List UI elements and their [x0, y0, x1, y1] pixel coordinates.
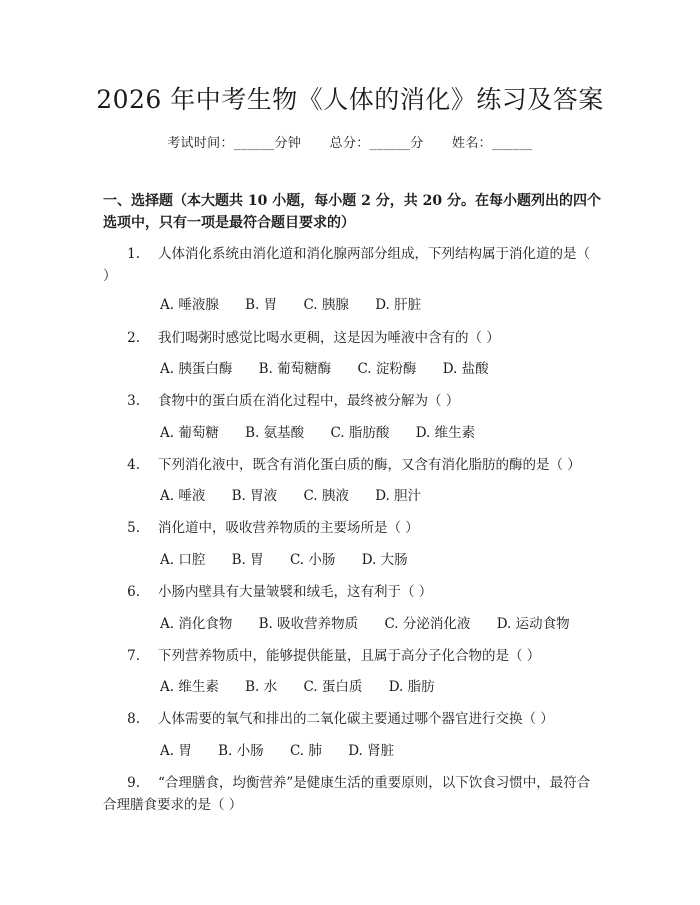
question-number: 5. — [127, 520, 140, 536]
question-6-options — [160, 613, 600, 635]
question-7 — [103, 645, 593, 667]
question-2 — [103, 327, 593, 349]
question-number: 6. — [127, 584, 140, 600]
exam-time-field: 考试时间：______分钟 — [167, 136, 302, 151]
option-a: A. 消化食物 — [160, 616, 233, 632]
option-a: A. 胃 — [160, 743, 192, 759]
question-text: 人体消化系统由消化道和消化腺两部分组成，下列结构属于消化道的是（ ） — [103, 246, 590, 284]
question-8 — [103, 708, 593, 730]
option-d: D. 肝脏 — [375, 297, 422, 313]
option-b: B. 胃液 — [231, 488, 278, 504]
question-5 — [103, 517, 593, 539]
question-2-options — [160, 358, 600, 380]
question-9 — [103, 772, 593, 816]
option-d: D. 肾脏 — [348, 743, 395, 759]
option-b: B. 胃 — [231, 552, 264, 568]
question-5-options — [160, 549, 600, 571]
option-a: A. 维生素 — [160, 679, 219, 695]
question-8-options — [160, 740, 600, 762]
question-number: 9. — [127, 775, 140, 791]
question-1 — [103, 243, 593, 287]
question-text: 下列消化液中，既含有消化蛋白质的酶，又含有消化脂肪的酶的是（ ） — [158, 457, 581, 473]
option-d: D. 胆汁 — [375, 488, 422, 504]
option-d: D. 维生素 — [415, 425, 476, 441]
option-c: C. 胰腺 — [303, 297, 349, 313]
option-c: C. 淀粉酶 — [357, 361, 417, 377]
question-1-options — [160, 294, 600, 316]
question-text: 小肠内壁具有大量皱襞和绒毛，这有利于（ ） — [158, 584, 433, 600]
option-b: B. 氨基酸 — [245, 425, 305, 441]
option-a: A. 胰蛋白酶 — [160, 361, 233, 377]
student-name-field: 姓名：______ — [452, 136, 533, 151]
option-c: C. 脂肪酸 — [330, 425, 390, 441]
question-text: “合理膳食，均衡营养”是健康生活的重要原则，以下饮食习惯中，最符合合理膳食要求的是（ ） — [103, 775, 591, 813]
question-text: 人体需要的氧气和排出的二氧化碳主要通过哪个器官进行交换（ ） — [158, 711, 554, 727]
option-a: A. 唾液 — [160, 488, 206, 504]
question-6 — [103, 581, 593, 603]
option-b: B. 小肠 — [218, 743, 264, 759]
option-b: B. 吸收营养物质 — [258, 616, 359, 632]
question-number: 4. — [127, 457, 140, 473]
question-4-options — [160, 485, 600, 507]
question-number: 2. — [127, 330, 140, 346]
option-a: A. 唾液腺 — [160, 297, 219, 313]
exam-score-field: 总分：______分 — [329, 136, 424, 151]
question-number: 1. — [127, 246, 140, 262]
option-a: A. 口腔 — [160, 552, 206, 568]
question-number: 3. — [127, 393, 140, 409]
option-d: D. 脂肪 — [388, 679, 435, 695]
question-number: 7. — [127, 648, 140, 664]
question-text: 食物中的蛋白质在消化过程中，最终被分解为（ ） — [158, 393, 460, 409]
question-text: 消化道中，吸收营养物质的主要场所是（ ） — [158, 520, 419, 536]
page-title: 2026 年中考生物《人体的消化》练习及答案 — [96, 85, 604, 114]
option-c: C. 小肠 — [289, 552, 336, 568]
question-4 — [103, 454, 593, 476]
option-b: B. 水 — [245, 679, 278, 695]
question-number: 8. — [127, 711, 140, 727]
option-d: D. 盐酸 — [442, 361, 489, 377]
option-b: B. 胃 — [245, 297, 278, 313]
exam-meta — [0, 132, 700, 151]
question-3 — [103, 390, 593, 412]
option-c: C. 肺 — [289, 743, 322, 759]
option-a: A. 葡萄糖 — [160, 425, 219, 441]
question-text: 下列营养物质中，能够提供能量，且属于高分子化合物的是（ ） — [158, 648, 541, 664]
question-7-options — [160, 676, 600, 698]
section-heading: 一、选择题（本大题共 10 小题，每小题 2 分，共 20 分。在每小题列出的四个选项中，只有一项是最符合题目要求的） — [103, 193, 601, 231]
option-c: C. 蛋白质 — [303, 679, 363, 695]
option-c: C. 胰液 — [303, 488, 349, 504]
question-text: 我们喝粥时感觉比喝水更稠，这是因为唾液中含有的（ ） — [158, 330, 500, 346]
option-d: D. 大肠 — [361, 552, 408, 568]
option-d: D. 运动食物 — [496, 616, 570, 632]
option-c: C. 分泌消化液 — [384, 616, 471, 632]
option-b: B. 葡萄糖酶 — [258, 361, 332, 377]
question-3-options — [160, 422, 600, 444]
